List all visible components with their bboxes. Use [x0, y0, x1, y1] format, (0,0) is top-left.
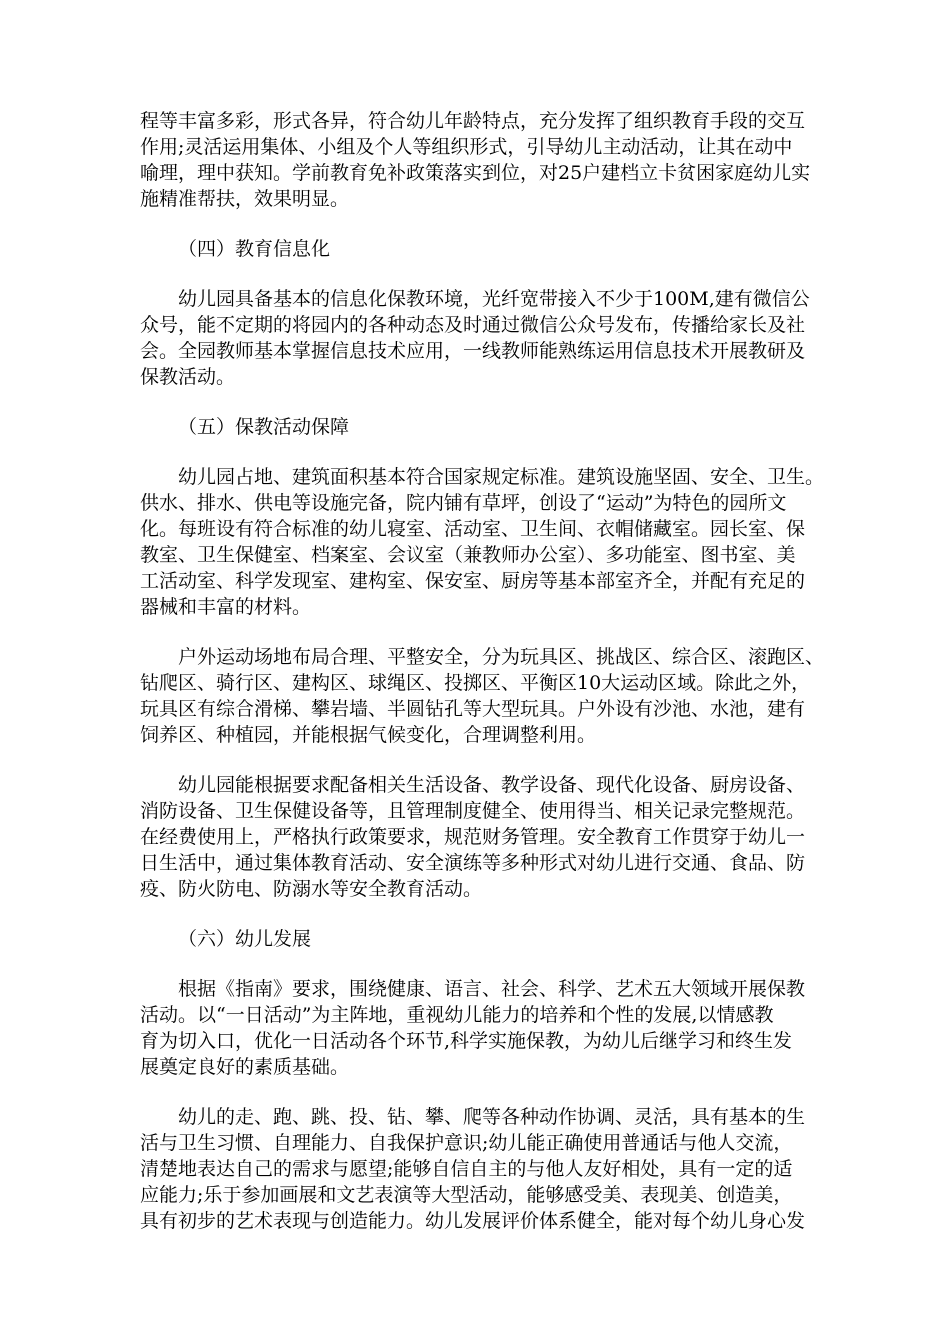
text-line: 应能力;乐于参加画展和文艺表演等大型活动，能够感受美、表现美、创造美， — [140, 1184, 793, 1206]
paragraph-child-development — [140, 1104, 840, 1234]
text-line: 具有初步的艺术表现与创造能力。幼儿发展评价体系健全，能对每个幼儿身心发 — [140, 1210, 806, 1232]
text-line: 会。全园教师基本掌握信息技术应用，一线教师能熟练运用信息技术开展教研及 — [140, 340, 806, 362]
text-line: 活动。以“一日活动”为主阵地，重视幼儿能力的培养和个性的发展,以情感教 — [140, 1004, 774, 1026]
text-line: 育为切入口，优化一日活动各个环节,科学实施保教，为幼儿后继学习和终生发 — [140, 1030, 793, 1052]
text-line: 活与卫生习惯、自理能力、自我保护意识;幼儿能正确使用普通话与他人交流， — [140, 1132, 793, 1154]
text-line: 众号，能不定期的将园内的各种动态及时通过微信公众号发布，传播给家长及社 — [140, 314, 806, 336]
text-line: 户外运动场地布局合理、平整安全，分为玩具区、挑战区、综合区、滚跑区、 — [178, 646, 825, 668]
text-line: 在经费使用上，严格执行政策要求，规范财务管理。安全教育工作贯穿于幼儿一 — [140, 826, 806, 848]
text-line: 喻理，理中获知。学前教育免补政策落实到位，对25户建档立卡贫困家庭幼儿实 — [140, 162, 811, 184]
text-line: 施精准帮扶，效果明显。 — [140, 188, 350, 210]
text-line: 作用;灵活运用集体、小组及个人等组织形式，引导幼儿主动活动，让其在动中 — [140, 136, 793, 158]
text-line: 程等丰富多彩，形式各异，符合幼儿年龄特点，充分发挥了组织教育手段的交互 — [140, 110, 806, 132]
text-line: 日生活中，通过集体教育活动、安全演练等多种形式对幼儿进行交通、食品、防 — [140, 852, 806, 874]
text-line: 幼儿园占地、建筑面积基本符合国家规定标准。建筑设施坚固、安全、卫生。 — [178, 466, 825, 488]
document-body — [140, 108, 840, 1258]
text-line: 展奠定良好的素质基础。 — [140, 1056, 350, 1078]
text-line: 钻爬区、骑行区、建构区、球绳区、投掷区、平衡区10大运动区域。除此之外， — [140, 672, 811, 694]
text-line: 幼儿园能根据要求配备相关生活设备、教学设备、现代化设备、厨房设备、 — [178, 774, 806, 796]
paragraph-equipment — [140, 772, 840, 902]
text-line: 幼儿园具备基本的信息化保教环境，光纤宽带接入不少于100M,建有微信公 — [178, 288, 810, 310]
section-heading-6: （六）幼儿发展 — [178, 928, 312, 950]
text-line: 幼儿的走、跑、跳、投、钻、攀、爬等各种动作协调、灵活，具有基本的生 — [178, 1106, 806, 1128]
paragraph-facilities — [140, 464, 840, 620]
text-line: 教室、卫生保健室、档案室、会议室（兼教师办公室）、多功能室、图书室、美 — [140, 544, 796, 566]
section-heading-5: （五）保教活动保障 — [178, 416, 350, 438]
text-line: 器械和丰富的材料。 — [140, 596, 312, 618]
paragraph-outdoor — [140, 644, 840, 748]
text-line: 工活动室、科学发现室、建构室、保安室、厨房等基本部室齐全，并配有充足的 — [140, 570, 806, 592]
text-line: 化。每班设有符合标准的幼儿寝室、活动室、卫生间、衣帽储藏室。园长室、保 — [140, 518, 806, 540]
text-line: 疫、防火防电、防溺水等安全教育活动。 — [140, 878, 483, 900]
text-line: 根据《指南》要求，围绕健康、语言、社会、科学、艺术五大领域开展保教 — [178, 978, 806, 1000]
text-line: 消防设备、卫生保健设备等，且管理制度健全、使用得当、相关记录完整规范。 — [140, 800, 806, 822]
paragraph-guidelines — [140, 976, 840, 1080]
paragraph-continuation — [140, 108, 840, 212]
section-heading-4: （四）教育信息化 — [178, 238, 331, 260]
paragraph-informatization — [140, 286, 840, 390]
text-line: 供水、排水、供电等设施完备，院内铺有草坪，创设了“运动”为特色的园所文 — [140, 492, 787, 514]
text-line: 清楚地表达自己的需求与愿望;能够自信自主的与他人友好相处，具有一定的适 — [140, 1158, 793, 1180]
text-line: 饲养区、种植园，并能根据气候变化，合理调整利用。 — [140, 724, 597, 746]
text-line: 保教活动。 — [140, 366, 236, 388]
text-line: 玩具区有综合滑梯、攀岩墙、半圆钻孔等大型玩具。户外设有沙池、水池，建有 — [140, 698, 806, 720]
